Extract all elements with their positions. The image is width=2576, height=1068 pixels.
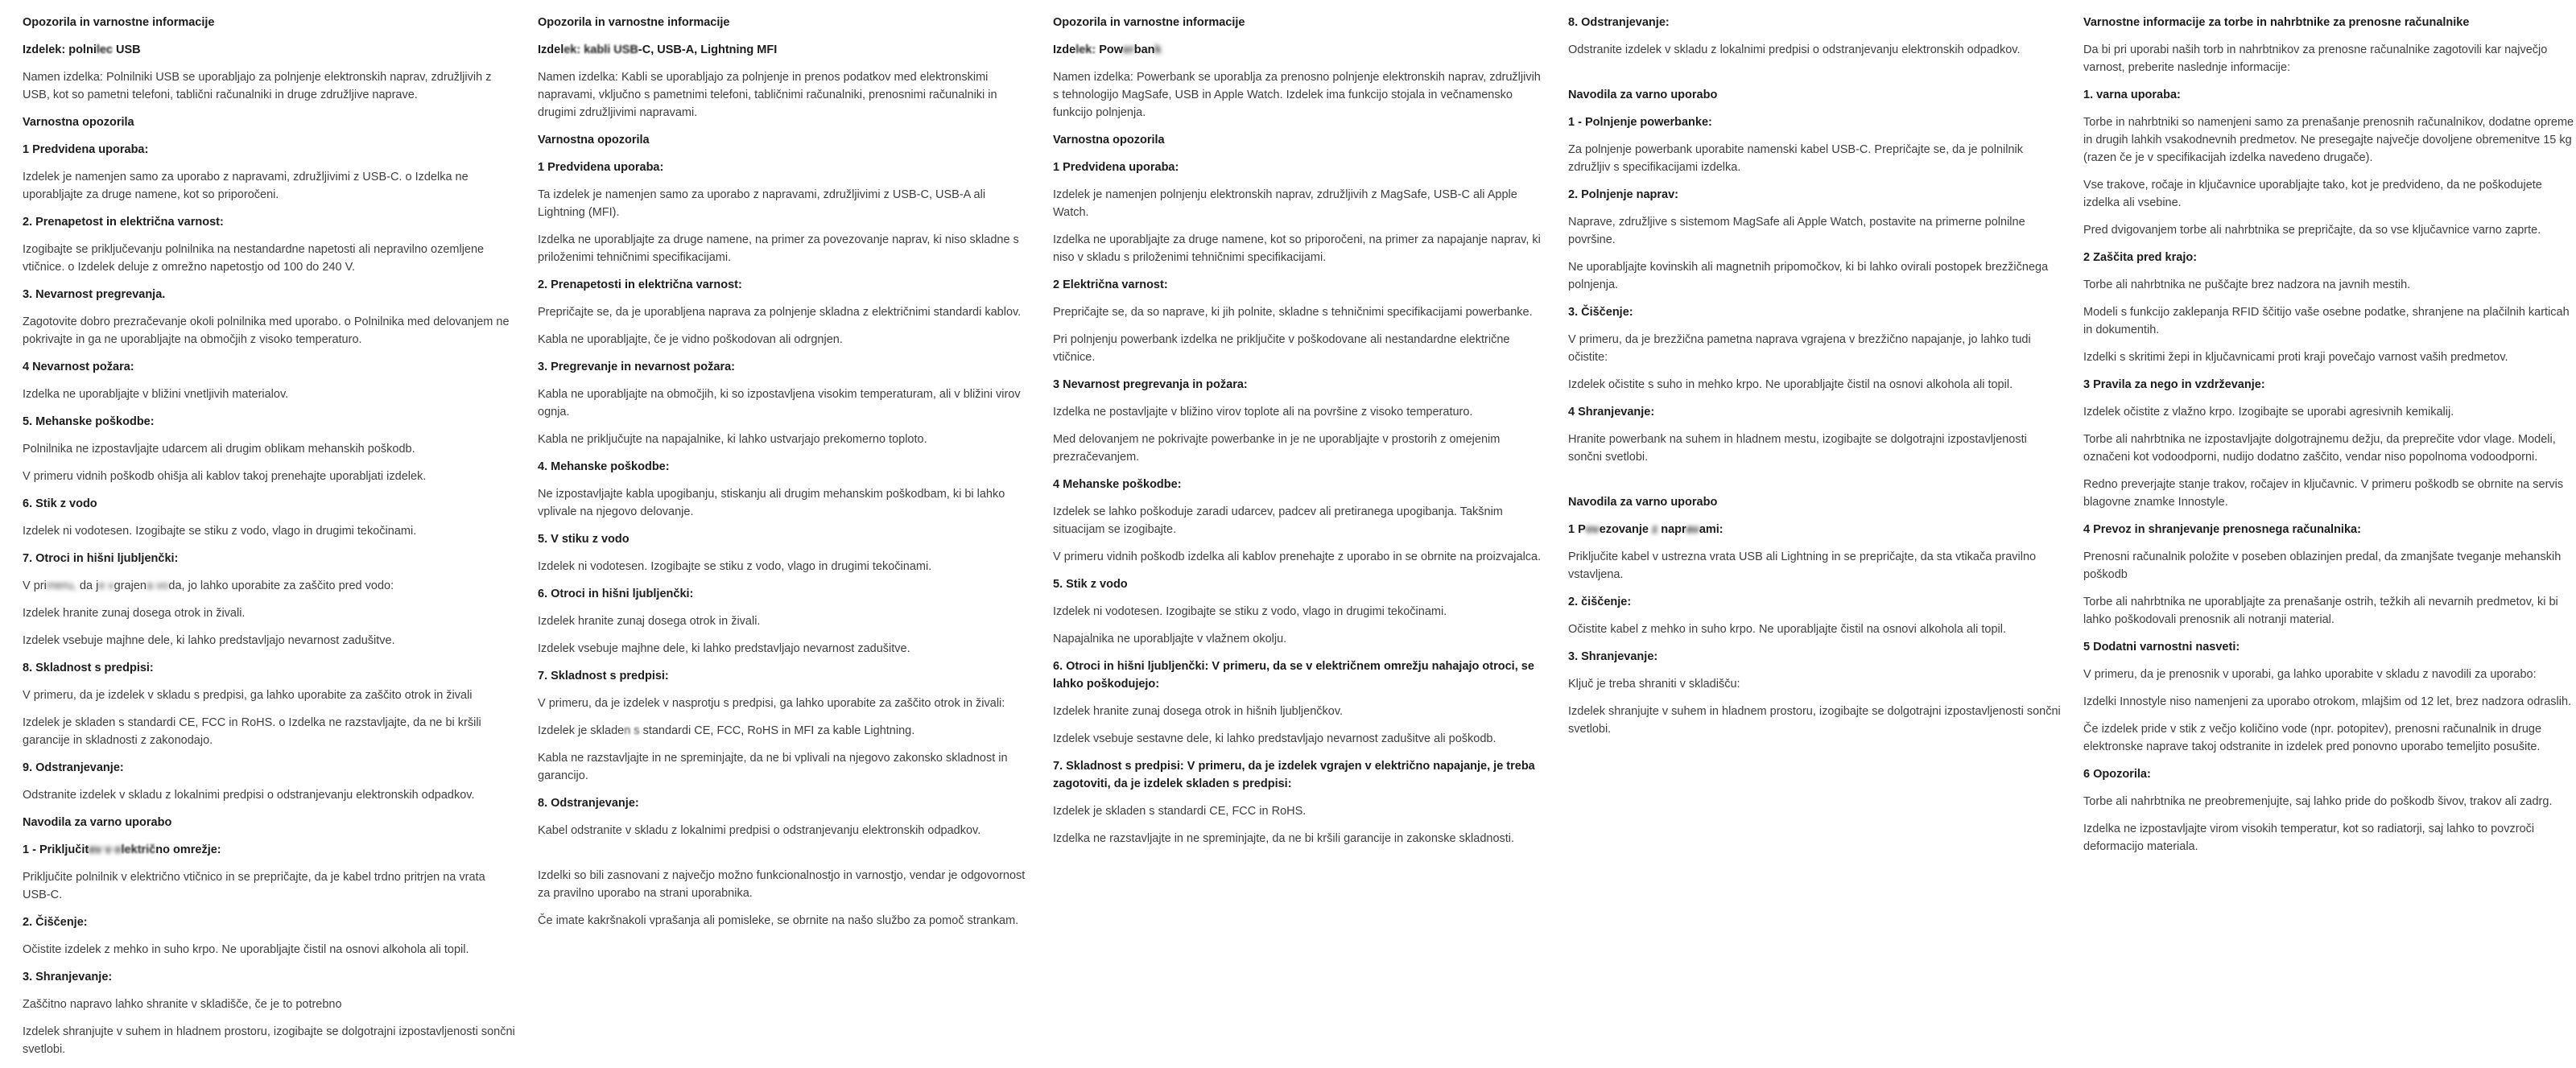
blurred-text: k	[1154, 43, 1162, 56]
paragraph: Izdelka ne uporabljajte v bližini vnetljivih materialov.	[23, 388, 289, 401]
paragraph: Izdelek je namenjen polnjenju elektronskih naprav, združljivih z MagSafe, USB-C ali Apple Watch.	[1053, 188, 1517, 219]
section-heading: 8. Odstranjevanje:	[538, 797, 639, 810]
section-heading: 3. Shranjevanje:	[1568, 650, 1658, 663]
paragraph: Ključ je treba shraniti v skladišču:	[1568, 678, 1740, 691]
text-segment: Pow	[1099, 43, 1124, 56]
section-heading: 3 Nevarnost pregrevanja in požara:	[1053, 378, 1248, 391]
section-heading: 6. Stik z vodo	[23, 497, 97, 510]
paragraph: Izdelek shranjujte v suhem in hladnem prostoru, izogibajte se dolgotrajni izpostavljenosti sončni svetlobi.	[23, 1025, 515, 1056]
paragraph: Torbe ali nahrbtnika ne puščajte brez nadzora na javnih mestih.	[2083, 278, 2411, 291]
paragraph: Izdelek je namenjen samo za uporabo z napravami, združljivimi z USB-C. o Izdelka ne uporabljajte za druge namene, kot so priporočeni.	[23, 171, 469, 201]
paragraph: Namen izdelka: Polnilniki USB se uporabljajo za polnjenje elektronskih naprav, združljivih z USB, kot so pametni telefoni, tablični računalniki in druge združljive naprave.	[23, 71, 492, 101]
paragraph: Izdelka ne izpostavljajte virom visokih temperatur, kot so radiatorji, saj lahko to povzroči deformacijo materiala.	[2083, 823, 2535, 853]
paragraph: Izdelka ne razstavljajte in ne spreminjajte, da ne bi kršili garancije in zakonske skladnosti.	[1053, 832, 1515, 845]
paragraph: Pri polnjenju powerbank izdelka ne priključite v poškodovane ali nestandardne električne vtičnice.	[1053, 333, 1510, 364]
paragraph: Kabla ne priključujte na napajalnike, ki lahko ustvarjajo prekomerno toploto.	[538, 433, 927, 446]
text-segment: Izdelek: polni	[23, 43, 97, 56]
text-segment: ban	[1133, 43, 1155, 56]
paragraph: Ne izpostavljajte kabla upogibanju, stiskanju ali drugim mehanskim poškodbam, ki bi lahko vplivale na njegovo delovanje.	[538, 488, 1005, 518]
paragraph: V primeru, da je brezžična pametna naprava vgrajena v brezžično napajanje, jo lahko tudi očistite:	[1568, 333, 2031, 364]
section-heading: 8. Odstranjevanje:	[1568, 16, 1670, 29]
paragraph: V primeru, da je izdelek v nasprotju s predpisi, ga lahko uporabite za zaščito otrok in živali:	[538, 697, 1005, 710]
paragraph: Kabla ne uporabljajte, če je vidno poškodovan ali odrgnjen.	[538, 333, 843, 346]
column-powerbank-cable-usage	[1568, 14, 2062, 1068]
paragraph: Zagotovite dobro prezračevanje okoli polnilnika med uporabo. o Polnilnika med delovanjem ne pokrivajte in ga ne uporabljajte na območjih z visoko temperaturo.	[23, 315, 510, 346]
paragraph: Prenosni računalnik položite v poseben oblazinjen predal, da zmanjšate tveganje mehanskih poškodb	[2083, 550, 2562, 581]
section-heading: 6 Opozorila:	[2083, 768, 2151, 781]
paragraph: Redno preverjajte stanje trakov, ročajev in ključavnic. V primeru poškodb se obrnite na servis blagovne znamke Innostyle.	[2083, 478, 2564, 509]
section-heading: 3. Pregrevanje in nevarnost požara:	[538, 361, 735, 373]
paragraph: Med delovanjem ne pokrivajte powerbanke in je ne uporabljajte v prostorih z omejenim prezračevanjem.	[1053, 433, 1501, 464]
paragraph: V primeru, da je izdelek v skladu s predpisi, ga lahko uporabite za zaščito otrok in živali	[23, 689, 473, 702]
section-heading: 5 Dodatni varnostni nasveti:	[2083, 641, 2240, 654]
section-heading: 1 Predvidena uporaba:	[23, 143, 149, 156]
section-heading: 2 Električna varnost:	[1053, 278, 1168, 291]
section-heading: Varnostna opozorila	[538, 134, 650, 146]
paragraph: Izdelka ne postavljajte v bližino virov toplote ali na površine z visoko temperaturo.	[1053, 406, 1473, 419]
blurred-text: e v	[98, 579, 114, 592]
blurred-text: lek:	[1075, 43, 1100, 56]
paragraph: Izdelek ni vodotesen. Izogibajte se stiku z vodo, vlago in drugimi tekočinami.	[538, 560, 932, 573]
text-segment: da, jo lahko uporabite za zaščito pred vodo:	[168, 579, 394, 592]
text-segment: no omrežje:	[155, 843, 221, 856]
section-heading: 3 Pravila za nego in vzdrževanje:	[2083, 378, 2265, 391]
paragraph: Odstranite izdelek v skladu z lokalnimi predpisi o odstranjevanju elektronskih odpadkov.	[1568, 43, 2021, 56]
paragraph: Izdelka ne uporabljajte za druge namene, kot so priporočeni, na primer za napajanje naprav, ki niso v skladu s priloženimi tehničnimi specifikacijami.	[1053, 233, 1541, 264]
column-powerbank-safety	[1053, 14, 1546, 1068]
section-heading: 6. Otroci in hišni ljubljenčki: V primeru, da se v električnem omrežju nahajajo otroci, se lahko poškodujejo:	[1053, 660, 1534, 691]
section-heading: 2. Prenapetosti in električna varnost:	[538, 278, 742, 291]
paragraph: Izdelek je skladen s standardi CE, FCC in RoHS. o Izdelka ne razstavljajte, da ne bi kršili garancije in skladnosti z zakonodajo.	[23, 716, 481, 747]
document-title: Opozorila in varnostne informacije	[538, 16, 730, 29]
section-heading: Varnostna opozorila	[23, 116, 134, 129]
paragraph	[23, 577, 516, 595]
section-heading: Navodila za varno uporabo	[1568, 496, 1718, 509]
section-heading: 5. Stik z vodo	[1053, 578, 1128, 591]
section-heading: 7. Skladnost s predpisi: V primeru, da je izdelek vgrajen v električno napajanje, je treba zagotoviti, da je izdelek skladen s predpisi:	[1053, 760, 1535, 790]
paragraph: Izdelek hranite zunaj dosega otrok in hišnih ljubljenčkov.	[1053, 705, 1344, 718]
section-heading: 7. Skladnost s predpisi:	[538, 670, 669, 682]
text-segment: 1 - Priključit	[23, 843, 89, 856]
section-heading	[1568, 521, 2062, 538]
document-title: Varnostne informacije za torbe in nahrbtnike za prenosne računalnike	[2083, 16, 2470, 29]
paragraph: Pred dvigovanjem torbe ali nahrbtnika se prepričajte, da so vse ključavnice varno zaprte.	[2083, 224, 2541, 237]
paragraph: Kabla ne uporabljajte na območjih, ki so izpostavljena visokim temperaturam, ali v bližini virov ognja.	[538, 388, 1021, 419]
paragraph: Izdelek vsebuje majhne dele, ki lahko predstavljajo nevarnost zadušitve.	[23, 634, 395, 647]
text-segment: ami:	[1699, 523, 1724, 536]
paragraph: Torbe ali nahrbtnika ne preobremenjujte, saj lahko pride do poškodb šivov, trakov ali zadrg.	[2083, 795, 2553, 808]
paragraph: Ta izdelek je namenjen samo za uporabo z napravami, združljivimi z USB-C, USB-A ali Lightning (MFI).	[538, 188, 986, 219]
paragraph: Izogibajte se priključevanju polnilnika na nestandardne napetosti ali nepravilno ozemljene vtičnice. o Izdelek deluje z omrežno napetostjo od 100 do 240 V.	[23, 243, 485, 274]
text-segment: standardi CE, FCC, RoHS in MFI za kable Lightning.	[642, 724, 915, 737]
paragraph: Za polnjenje powerbank uporabite namenski kabel USB-C. Prepričajte se, da je polnilnik združljiv s specifikacijami izdelka.	[1568, 143, 2024, 174]
section-heading: 1. varna uporaba:	[2083, 89, 2181, 101]
column-usb-charger-safety	[23, 14, 516, 1068]
spacer	[1568, 476, 2062, 493]
text-segment: -C, USB-A, Lightning MFI	[638, 43, 778, 56]
blurred-text: meru,	[46, 579, 76, 592]
paragraph: Izdelki Innostyle niso namenjeni za uporabo otrokom, mlajšim od 12 let, brez nadzora odraslih.	[2083, 695, 2572, 708]
blurred-text: ek: kabli USB	[564, 43, 638, 56]
paragraph: V primeru, da je prenosnik v uporabi, ga lahko uporabite v skladu z navodili za uporabo:	[2083, 668, 2537, 681]
paragraph: Zaščitno napravo lahko shranite v skladišče, če je to potrebno	[23, 998, 342, 1011]
paragraph: Torbe ali nahrbtnika ne uporabljajte za prenašanje ostrih, težkih ali nevarnih predmetov, ki bi lahko poškodovali prenosnik ali notranji material.	[2083, 596, 2558, 626]
text-segment: napr	[1657, 523, 1686, 536]
section-heading: 8. Skladnost s predpisi:	[23, 662, 154, 674]
section-heading	[23, 41, 516, 59]
text-segment: Izdelek je sklade	[538, 724, 625, 737]
column-laptop-bags-safety	[2083, 14, 2576, 1068]
text-segment: V pri	[23, 579, 47, 592]
paragraph: Priključite kabel v ustrezna vrata USB ali Lightning in se prepričajte, da sta vtikača pravilno vstavljena.	[1568, 550, 2037, 581]
blurred-text: lec	[96, 43, 114, 56]
section-heading	[1053, 41, 1546, 59]
text-segment: da j	[76, 579, 99, 592]
paragraph: Izdelek očistite z vlažno krpo. Izogibajte se uporabi agresivnih kemikalij.	[2083, 406, 2454, 419]
section-heading: 4 Nevarnost požara:	[23, 361, 134, 373]
paragraph: Polnilnika ne izpostavljajte udarcem ali drugim oblikam mehanskih poškodb.	[23, 443, 415, 456]
paragraph: Če imate kakršnakoli vprašanja ali pomisleke, se obrnite na našo službo za pomoč strankam.	[538, 914, 1019, 927]
section-heading: 4 Shranjevanje:	[1568, 406, 1655, 419]
paragraph: Da bi pri uporabi naših torb in nahrbtnikov za prenosne računalnike zagotovili kar največjo varnost, preberite naslednje informacije:	[2083, 43, 2548, 74]
document-title: Opozorila in varnostne informacije	[1053, 16, 1245, 29]
paragraph: Torbe in nahrbtniki so namenjeni samo za prenašanje prenosnih računalnikov, dodatne opreme in drugih lahkih vsakodnevnih predmetov. Ne presegajte največje dovoljene obremenitve 15 kg (razen če je v specifikacijah izdelka navedeno drugače).	[2083, 116, 2574, 164]
section-heading: 6. Otroci in hišni ljubljenčki:	[538, 588, 694, 600]
blurred-text: z	[1651, 523, 1658, 536]
paragraph: Kabel odstranite v skladu z lokalnimi predpisi o odstranjevanju elektronskih odpadkov.	[538, 824, 981, 837]
text-segment: Izdel	[538, 43, 564, 56]
section-heading: 2 Zaščita pred krajo:	[2083, 251, 2198, 264]
paragraph: Izdelek hranite zunaj dosega otrok in živali.	[538, 615, 761, 628]
section-heading: 9. Odstranjevanje:	[23, 761, 124, 774]
text-segment: Izde	[1053, 43, 1076, 56]
section-heading: 1 Predvidena uporaba:	[538, 161, 664, 174]
blurred-text: ov	[1585, 523, 1600, 536]
text-segment: grajen	[114, 579, 147, 592]
section-heading: Navodila za varno uporabo	[23, 816, 172, 829]
section-heading: 3. Shranjevanje:	[23, 971, 113, 983]
section-heading: 1 Predvidena uporaba:	[1053, 161, 1179, 174]
paragraph: Izdelek ni vodotesen. Izogibajte se stiku z vodo, vlago in drugimi tekočinami.	[1053, 605, 1447, 618]
paragraph: Če izdelek pride v stik z večjo količino vode (npr. potopitev), prenosni računalnik in druge elektronske naprave takoj odstranite in izdelek pred ponovno uporabo temeljito posušite.	[2083, 723, 2542, 753]
section-heading: 4. Mehanske poškodbe:	[538, 460, 670, 473]
section-heading: Varnostna opozorila	[1053, 134, 1165, 146]
paragraph: Namen izdelka: Powerbank se uporablja za prenosno polnjenje elektronskih naprav, združljivih s tehnologijo MagSafe, USB in Apple Watch. Izdelek ima funkcijo stojala in večnamensko funkcijo polnjenja.	[1053, 71, 1541, 119]
section-heading: 7. Otroci in hišni ljubljenčki:	[23, 552, 179, 565]
blurred-text: lektrič	[121, 843, 156, 856]
paragraph: Izdelki s skritimi žepi in ključavnicami proti kraji povečajo varnost vaših predmetov.	[2083, 351, 2508, 364]
section-heading: 3. Čiščenje:	[1568, 306, 1633, 319]
paragraph: Prepričajte se, da je uporabljena naprava za polnjenje skladna z električnimi standardi kablov.	[538, 306, 1022, 319]
paragraph: Hranite powerbank na suhem in hladnem mestu, izogibajte se dolgotrajni izpostavljenosti sončni svetlobi.	[1568, 433, 2027, 464]
paragraph: Očistite kabel z mehko in suho krpo. Ne uporabljajte čistil na osnovi alkohola ali topil.	[1568, 623, 2007, 636]
paragraph: Izdelek vsebuje majhne dele, ki lahko predstavljajo nevarnost zadušitve.	[538, 642, 910, 655]
spacer	[538, 849, 1031, 867]
paragraph: Ne uporabljajte kovinskih ali magnetnih pripomočkov, ki bi lahko ovirali postopek brezžičnega polnjenja.	[1568, 261, 2049, 291]
paragraph: Kabla ne razstavljajte in ne spreminjajte, da ne bi vplivali na njegovo zakonsko skladnost in garancijo.	[538, 752, 1008, 782]
paragraph: Priključite polnilnik v električno vtičnico in se prepričajte, da je kabel trdno pritrjen na vrata USB-C.	[23, 871, 485, 901]
section-heading	[23, 841, 516, 859]
section-heading: 4 Prevoz in shranjevanje prenosnega računalnika:	[2083, 523, 2361, 536]
section-heading	[538, 41, 1031, 59]
document-title: Opozorila in varnostne informacije	[23, 16, 215, 29]
section-heading: 2. Polnjenje naprav:	[1568, 188, 1678, 201]
paragraph: Napajalnika ne uporabljajte v vlažnem okolju.	[1053, 633, 1287, 645]
text-segment: USB	[113, 43, 141, 56]
blurred-text: ev v e	[89, 843, 122, 856]
paragraph: Izdelek je skladen s standardi CE, FCC in RoHS.	[1053, 805, 1307, 818]
section-heading: 2. Prenapetost in električna varnost:	[23, 216, 224, 229]
spacer	[1568, 68, 2062, 86]
paragraph: Izdelek vsebuje sestavne dele, ki lahko predstavljajo nevarnost zadušitve ali poškodb.	[1053, 732, 1496, 745]
section-heading: 2. Čiščenje:	[23, 916, 88, 929]
paragraph: Izdelek shranjujte v suhem in hladnem prostoru, izogibajte se dolgotrajni izpostavljenosti sončni svetlobi.	[1568, 705, 2061, 736]
blurred-text: n s	[624, 724, 643, 737]
section-heading: 2. čiščenje:	[1568, 596, 1632, 608]
paragraph: Izdelek se lahko poškoduje zaradi udarcev, padcev ali pretiranega upogibanja. Takšnim situacijam se izogibajte.	[1053, 505, 1503, 536]
paragraph: Namen izdelka: Kabli se uporabljajo za polnjenje in prenos podatkov med elektronskimi napravami, vključno s pametnimi telefoni, tabličnimi računalniki, prenosnimi računalniki in drugimi združljivimi napravami.	[538, 71, 997, 119]
paragraph	[538, 722, 1031, 740]
paragraph: Izdelek ni vodotesen. Izogibajte se stiku z vodo, vlago in drugimi tekočinami.	[23, 525, 417, 538]
section-heading: 4 Mehanske poškodbe:	[1053, 478, 1182, 491]
paragraph: Odstranite izdelek v skladu z lokalnimi predpisi o odstranjevanju elektronskih odpadkov.	[23, 789, 475, 802]
paragraph: Izdelek hranite zunaj dosega otrok in živali.	[23, 607, 246, 620]
section-heading: Navodila za varno uporabo	[1568, 89, 1718, 101]
paragraph: V primeru vidnih poškodb ohišja ali kablov takoj prenehajte uporabljati izdelek.	[23, 470, 427, 483]
paragraph: Vse trakove, ročaje in ključavnice uporabljajte tako, kot je predvideno, da ne poškodujete izdelka ali vsebine.	[2083, 179, 2542, 209]
paragraph: Naprave, združljive s sistemom MagSafe ali Apple Watch, postavite na primerne polnilne površine.	[1568, 216, 2025, 246]
paragraph: Izdelki so bili zasnovani z največjo možno funkcionalnostjo in varnostjo, vendar je odgovornost za pravilno uporabo na strani uporabnika.	[538, 869, 1026, 900]
text-segment: 1 P	[1568, 523, 1586, 536]
blurred-text: av	[1686, 523, 1699, 536]
blurred-text: a vo	[146, 579, 169, 592]
paragraph: Izdelek očistite s suho in mehko krpo. Ne uporabljajte čistil na osnovi alkohola ali topil.	[1568, 378, 2013, 391]
paragraph: Izdelka ne uporabljajte za druge namene, na primer za povezovanje naprav, ki niso skladne s priloženimi tehničnimi specifikacijami.	[538, 233, 1019, 264]
paragraph: Torbe ali nahrbtnika ne izpostavljajte dolgotrajnemu dežju, da preprečite vdor vlage. Modeli, označeni kot vodoodporni, nudijo dodatno zaščito, vendar niso popolnoma vodoodporni.	[2083, 433, 2556, 464]
blurred-text: er	[1123, 43, 1134, 56]
paragraph: V primeru vidnih poškodb izdelka ali kablov prenehajte z uporabo in se obrnite na proizvajalca.	[1053, 550, 1542, 563]
section-heading: 5. Mehanske poškodbe:	[23, 415, 155, 428]
paragraph: Očistite izdelek z mehko in suho krpo. Ne uporabljajte čistil na osnovi alkohola ali topil.	[23, 943, 469, 956]
section-heading: 1 - Polnjenje powerbanke:	[1568, 116, 1712, 129]
section-heading: 3. Nevarnost pregrevanja.	[23, 288, 166, 301]
section-heading: 5. V stiku z vodo	[538, 533, 630, 546]
column-cables-safety	[538, 14, 1031, 1068]
paragraph: Prepričajte se, da so naprave, ki jih polnite, skladne s tehničnimi specifikacijami powerbanke.	[1053, 306, 1533, 319]
text-segment: ezovanje	[1599, 523, 1652, 536]
paragraph: Modeli s funkcijo zaklepanja RFID ščitijo vaše osebne podatke, shranjene na plačilnih karticah in dokumentih.	[2083, 306, 2570, 336]
